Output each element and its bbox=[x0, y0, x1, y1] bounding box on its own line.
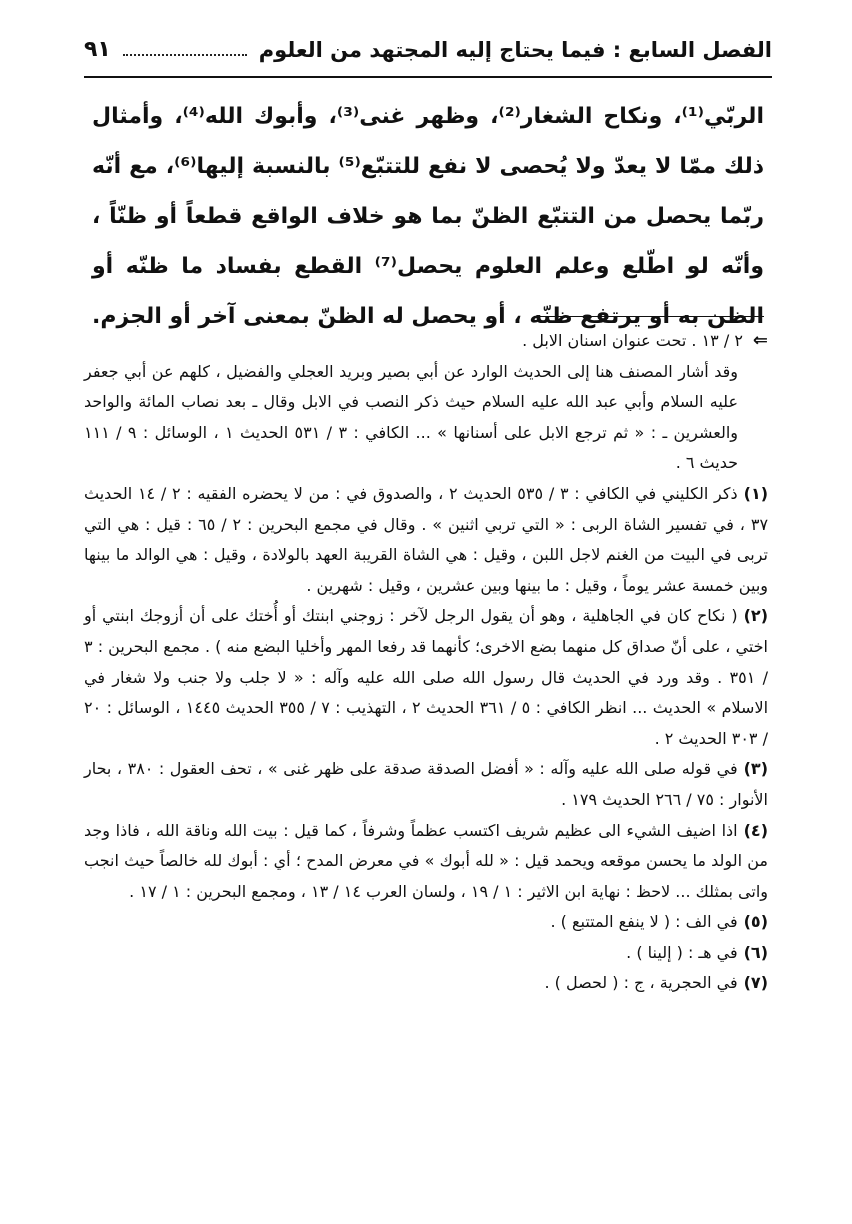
footnote-5 bbox=[84, 907, 768, 938]
footnote-1 bbox=[84, 479, 768, 601]
footnote-7 bbox=[84, 968, 768, 999]
footnote-3 bbox=[84, 754, 768, 815]
footnote-number: (١) bbox=[743, 483, 769, 503]
main-paragraph: الربّي⁽¹⁾، ونكاح الشغار⁽²⁾، وظهر غنى⁽³⁾، وأبوك الله⁽⁴⁾، وأمثال ذلك ممّا لا يعدّ ولا يُحصى لا نفع للتتبّع⁽⁵⁾ بالنسبة إليها⁽⁶⁾، مع أنّه ربّما يحصل من التتبّع الظنّ بما هو خلاف الواقع قطعاً أو ظنّاً ، وأنّه لو اطّلع وعلم العلوم يحصل⁽⁷⁾ القطع بفساد ما ظنّه أو الظن به أو يرتفع ظنّه ، أو يحصل له الظنّ بمعنى آخر أو الجزم. bbox=[92, 104, 764, 329]
main-text-block bbox=[92, 92, 764, 342]
footnote-6 bbox=[84, 938, 768, 969]
footnotes bbox=[84, 326, 768, 999]
footnote-text: ذكر الكليني في الكافي : ٣ / ٥٣٥ الحديث ٢ ، والصدوق في : من لا يحضره الفقيه : ٢ / ١٤ الحديث ٣٧ ، في تفسير الشاة الربى : « التي تربي اثنين » . وقال في مجمع البحرين : ٢ / ٦٥ : قيل : هي التي تربى في البيت من الغنم لاجل اللبن ، وقيل : هي الشاة القريبة العهد بالولادة ، وقيل : هي الوالد ما بينها وبين خمسة عشر يوماً ، وقيل : ما بينها وبين عشرين ، وقيل : شهرين . bbox=[84, 483, 769, 595]
continuation-line: ٢ / ١٣ . تحت عنوان اسنان الابل . bbox=[522, 331, 743, 350]
header-rule bbox=[84, 76, 772, 78]
footnote-2 bbox=[84, 601, 768, 754]
footnote-separator bbox=[539, 316, 764, 317]
footnote-text: في هـ : ( إلينا ) . bbox=[626, 942, 738, 962]
footnote-text: اذا اضيف الشيء الى عظيم شريف اكتسب عظماً وشرفاً ، كما قيل : بيت الله وناقة الله ، فاذا وجد من الولد ما يحسن موقعه ويحمد قيل : « لله أبوك » في معرض المدح ؛ أي : أبوك لله خالصاً حيث انجب واتى بمثلك ... لاحظ : نهاية ابن الاثير : ١ / ١٩ ، ولسان العرب ١٤ / ١٣ ، ومجمع البحرين : ١ / ١٧ . bbox=[84, 820, 768, 901]
footnote-number: (٤) bbox=[743, 820, 768, 840]
footnote-text: في الحجرية ، ج : ( لحصل ) . bbox=[544, 973, 738, 993]
footnote-number: (٧) bbox=[743, 973, 768, 993]
page-number: ٩١ bbox=[84, 37, 111, 62]
footnote-number: (٦) bbox=[743, 942, 768, 962]
continuation-arrow-icon: ⇐ bbox=[752, 330, 768, 351]
footnote-text: ( نكاح كان في الجاهلية ، وهو أن يقول الرجل لآخر : زوجني ابنتك أو أُختك على أن أزوجك ابنتي أو اختي ، على أنّ صداق كل منهما بضع الاخرى؛ كأنهما قد رفعا المهر وأخليا البضع منه ) . مجمع البحرين : ٣ / ٣٥١ . وقد ورد في الحديث قال رسول الله صلى الله عليه وآله : « لا جلب ولا جنب ولا شغار في الاسلام » الحديث ... انظر الكافي : ٥ / ٣٦١ الحديث ٢ ، التهذيب : ٧ / ٣٥٥ الحديث ١٤٤٥ ، الوسائل : ٢٠ / ٣٠٣ الحديث ٢ . bbox=[84, 606, 769, 748]
footnote-number: (٣) bbox=[743, 759, 768, 779]
footnote-text: في قوله صلى الله عليه وآله : « أفضل الصدقة صدقة على ظهر غنى » ، تحف العقول : ٣٨٠ ، بحار الأنوار : ٧٥ / ٢٦٦ الحديث ١٧٩ . bbox=[84, 759, 768, 809]
footnote-continuation-heading bbox=[84, 326, 768, 357]
footnote-number: (٢) bbox=[743, 606, 768, 626]
dotted-leader bbox=[123, 30, 247, 56]
chapter-title: الفصل السابع : فيما يحتاج إليه المجتهد من العلوم bbox=[258, 38, 772, 62]
footnote-number: (٥) bbox=[743, 912, 768, 932]
footnote-continuation-text: وقد أشار المصنف هنا إلى الحديث الوارد عن أبي بصير وبريد العجلي والفضيل ، كلهم عن أبي جعفر عليه السلام وأبي عبد الله عليه السلام حيث ذكر النصب في الابل وقال ـ بعد نصاب المائة والواحد والعشرين ـ : « ثم ترجع الابل على أسنانها » ... الكافي : ٣ / ٥٣١ الحديث ١ ، الوسائل : ٩ / ١١١ حديث ٦ . bbox=[84, 361, 739, 473]
footnote-text: في الف : ( لا ينفع المتتبع ) . bbox=[550, 912, 738, 932]
running-header bbox=[84, 30, 772, 74]
footnote-4 bbox=[84, 816, 768, 908]
